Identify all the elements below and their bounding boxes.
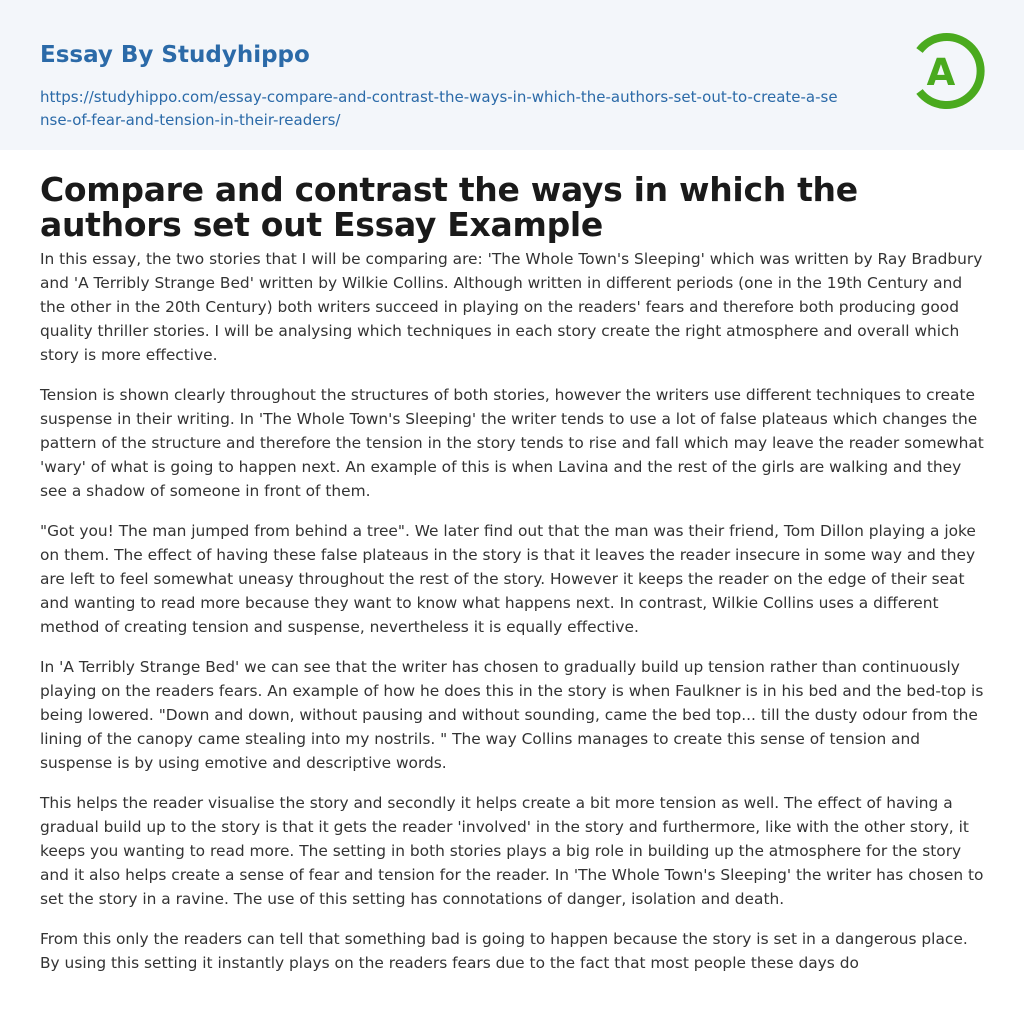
logo-letter: A [926, 51, 956, 94]
site-header [0, 0, 1024, 150]
site-brand[interactable]: Essay By Studyhippo [40, 42, 310, 68]
article-paragraph: This helps the reader visualise the story and secondly it helps create a bit more tension as well. The effect of having a gradual build up to the story is that it gets the reader 'involved' in the story and furthermore, like with the other story, it keeps you wanting to read more. The setting in both stories plays a big role in building up the atmosphere for the story and it also helps create a sense of fear and tension for the reader. In 'The Whole Town's Sleeping' the writer has chosen to set the story in a ravine. The use of this setting has connotations of danger, isolation and death. [40, 794, 984, 908]
article-paragraph: "Got you! The man jumped from behind a tree". We later find out that the man was their friend, Tom Dillon playing a joke on them. The effect of having these false plateaus in the story is that it leaves the reader insecure in some way and they are left to feel somewhat uneasy throughout the rest of the story. However it keeps the reader on the edge of their seat and wanting to read more because they want to know what happens next. In contrast, Wilkie Collins uses a different method of creating tension and suspense, nevertheless it is equally effective. [40, 522, 976, 636]
article-paragraph: Tension is shown clearly throughout the structures of both stories, however the writers use different techniques to create suspense in their writing. In 'The Whole Town's Sleeping' the writer tends to use a lot of false plateaus which changes the pattern of the structure and therefore the tension in the story tends to rise and fall which may leave the reader somewhat 'wary' of what is going to happen next. An example of this is when Lavina and the rest of the girls are walking and they see a shadow of someone in front of them. [40, 386, 984, 500]
article-paragraph: In 'A Terribly Strange Bed' we can see that the writer has chosen to gradually build up tension rather than continuously playing on the readers fears. An example of how he does this in the story is when Faulkner is in his bed and the bed-top is being lowered. "Down and down, without pausing and without sounding, came the bed top... till the dusty odour from the lining of the canopy came stealing into my nostrils. " The way Collins manages to create this sense of tension and suspense is by using emotive and descriptive words. [40, 658, 984, 772]
article-title: Compare and contrast the ways in which the authors set out Essay Example [40, 170, 858, 244]
studyhippo-logo-icon[interactable] [904, 28, 990, 114]
article-paragraph: In this essay, the two stories that I will be comparing are: 'The Whole Town's Sleeping' which was written by Ray Bradbury and 'A Terribly Strange Bed' written by Wilkie Collins. Although written in different periods (one in the 19th Century and the other in the 20th Century) both writers succeed in playing on the readers' fears and therefore both producing good quality thriller stories. I will be analysing which techniques in each story create the right atmosphere and overall which story is more effective. [40, 250, 983, 364]
article-paragraph: From this only the readers can tell that something bad is going to happen because the story is set in a dangerous place. By using this setting it instantly plays on the readers fears due to the fact that most people these days do [40, 930, 968, 972]
source-url-link[interactable]: https://studyhippo.com/essay-compare-and-contrast-the-ways-in-which-the-authors-set-out-to-create-a-sense-of-fear-and-tension-in-their-readers/ [40, 88, 838, 129]
article [0, 172, 1024, 975]
